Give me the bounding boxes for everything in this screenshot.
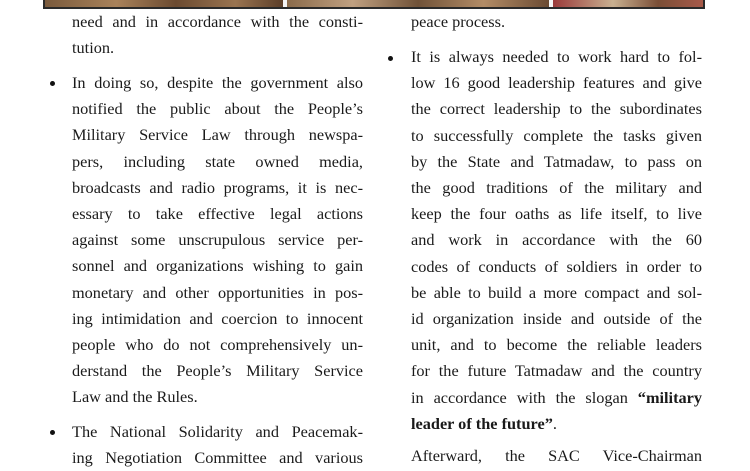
photo-left bbox=[45, 0, 283, 7]
bullet-dot bbox=[50, 81, 55, 86]
photo-right bbox=[553, 0, 703, 7]
right-bullet-1: It is always needed to work hard to fol- low 16 good leadership features and give the correct leadership to the subordinates to successfully complete the tasks given by the State and Tatmadaw, to pass on the good traditions of the military and keep the four oaths as life itself, to live and work in accordance with the 60 codes of conducts of soldiers in order to be able to build a more compact and sol- id organization inside and outside of the unit, and to become the reliable leaders for the future Tatmadaw and the country in accordance with the slogan “military leader of the future”. bbox=[411, 47, 702, 433]
photo-center bbox=[287, 0, 549, 7]
slogan-line: in accordance with the slogan “military bbox=[411, 387, 702, 407]
right-next-paragraph: Afterward, the SAC Vice-Chairman bbox=[411, 446, 702, 465]
right-continued-paragraph: peace process. bbox=[411, 12, 506, 31]
left-column bbox=[72, 9, 363, 61]
slogan-text: leader of the future” bbox=[411, 413, 553, 433]
top-photo-strip bbox=[43, 0, 705, 9]
left-bullet-2: The National Solidarity and Peacemak- ing Negotiation Committee and various bbox=[72, 422, 363, 468]
bullet-dot bbox=[50, 430, 55, 435]
left-bullet-1: In doing so, despite the government also notified the public about the People’s Military Service Law through newspa- pers, including state owned media, broadcasts and radio programs, it is nec- essary to take effective legal actions against some unscrupulous service per- sonnel and organizations wishing to gain monetary and other opportunities in pos- ing intimidation and coercion to innocent people who do not comprehensively un- derstand the People’s Military Service Law and the Rules. bbox=[72, 73, 363, 407]
bullet-dot bbox=[388, 56, 393, 61]
slogan-text: “military bbox=[637, 387, 702, 407]
left-continued-paragraph: need and in accordance with the consti- tution. bbox=[72, 12, 363, 58]
